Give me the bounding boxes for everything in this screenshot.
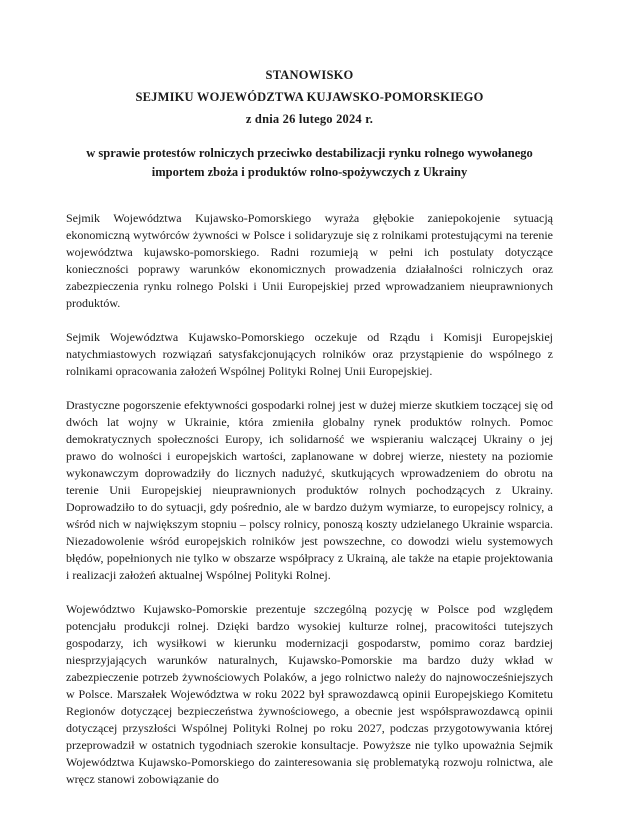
body-paragraph: Sejmik Województwa Kujawsko-Pomorskiego wyraża głębokie zaniepokojenie sytuacją ekonomiczną wytwórców żywności w Polsce i solidaryzuje się z rolnikami protestującymi na terenie województwa kujawsko-pomorskiego. Radni rozumieją w pełni ich postulaty dotyczące konieczności poprawy warunków ekonomicznych prowadzenia działalności rolniczych oraz zabezpieczenia rynku rolnego Polski i Unii Europejskiej przed wprowadzaniem nieuprawnionych produktów. — [66, 211, 553, 310]
body-paragraph: Sejmik Województwa Kujawsko-Pomorskiego oczekuje od Rządu i Komisji Europejskiej natychmiastowych rozwiązań satysfakcjonujących rolników oraz przystąpienie do wspólnego z rolnikami opracowania założeń Wspólnej Polityki Rolnej Unii Europejskiej. — [66, 330, 553, 378]
document-subject: w sprawie protestów rolniczych przeciwko destabilizacji rynku rolnego wywołanego importem zboża i produktów rolno-spożywczych z Ukrainy — [86, 146, 533, 179]
document-header — [66, 64, 553, 130]
document-issuer: SEJMIKU WOJEWÓDZTWA KUJAWSKO-POMORSKIEGO — [135, 90, 484, 104]
document-body — [66, 210, 553, 788]
body-paragraph: Drastyczne pogorszenie efektywności gospodarki rolnej jest w dużej mierze skutkiem toczącej się od dwóch lat wojny w Ukrainie, która zmieniła globalny rynek produktów rolnych. Pomoc demokratycznych społeczności Europy, ich solidarność we wspieraniu walczącej Ukrainy o jej prawo do wolności i europejskich wartości, zaplanowane w dobrej wierze, niestety na poziomie wykonawczym doprowadziły do licznych nadużyć, skutkujących wprowadzeniem do obrotu na terenie Unii Europejskiej nieuprawnionych produktów rolnych pochodzących z Ukrainy. Doprowadziło to do sytuacji, gdy pośrednio, ale w bardzo dużym wymiarze, to europejscy rolnicy, a wśród nich w największym stopniu – polscy rolnicy, ponoszą koszty udzielanego Ukrainie wsparcia. Niezadowolenie wśród europejskich rolników jest powszechne, co dowodzi wielu systemowych błędów, popełnionych nie tylko w obszarze współpracy z Ukrainą, ale także na etapie projektowania i realizacji założeń aktualnej Wspólnej Polityki Rolnej. — [66, 398, 553, 582]
document-date: z dnia 26 lutego 2024 r. — [245, 112, 374, 126]
body-paragraph: Województwo Kujawsko-Pomorskie prezentuje szczególną pozycję w Polsce pod względem potencjału produkcji rolnej. Dzięki bardzo wysokiej kulturze rolnej, pracowitości tutejszych gospodarzy, ich wysiłkowi w kierunku modernizacji gospodarstw, pomimo coraz bardziej niesprzyjających warunków naturalnych, Kujawsko-Pomorskie ma bardzo duży wkład w zabezpieczenie potrzeb żywnościowych Polaków, a jego rolnictwo należy do najnowocześniejszych w Polsce. Marszałek Województwa w roku 2022 był sprawozdawcą opinii Europejskiego Komitetu Regionów dotyczącej bezpieczeństwa żywnościowego, a obecnie jest współsprawozdawcą opinii dotyczącej przyszłości Wspólnej Polityki Rolnej po roku 2027, podczas przygotowywania której przeprowadził w ostatnich tygodniach szerokie konsultacje. Powyższe nie tylko upoważnia Sejmik Województwa Kujawsko-Pomorskiego do zainteresowania się problematyką rozwoju rolnictwa, ale wręcz stanowi zobowiązanie do — [66, 602, 553, 786]
document-title: STANOWISKO — [265, 68, 354, 82]
